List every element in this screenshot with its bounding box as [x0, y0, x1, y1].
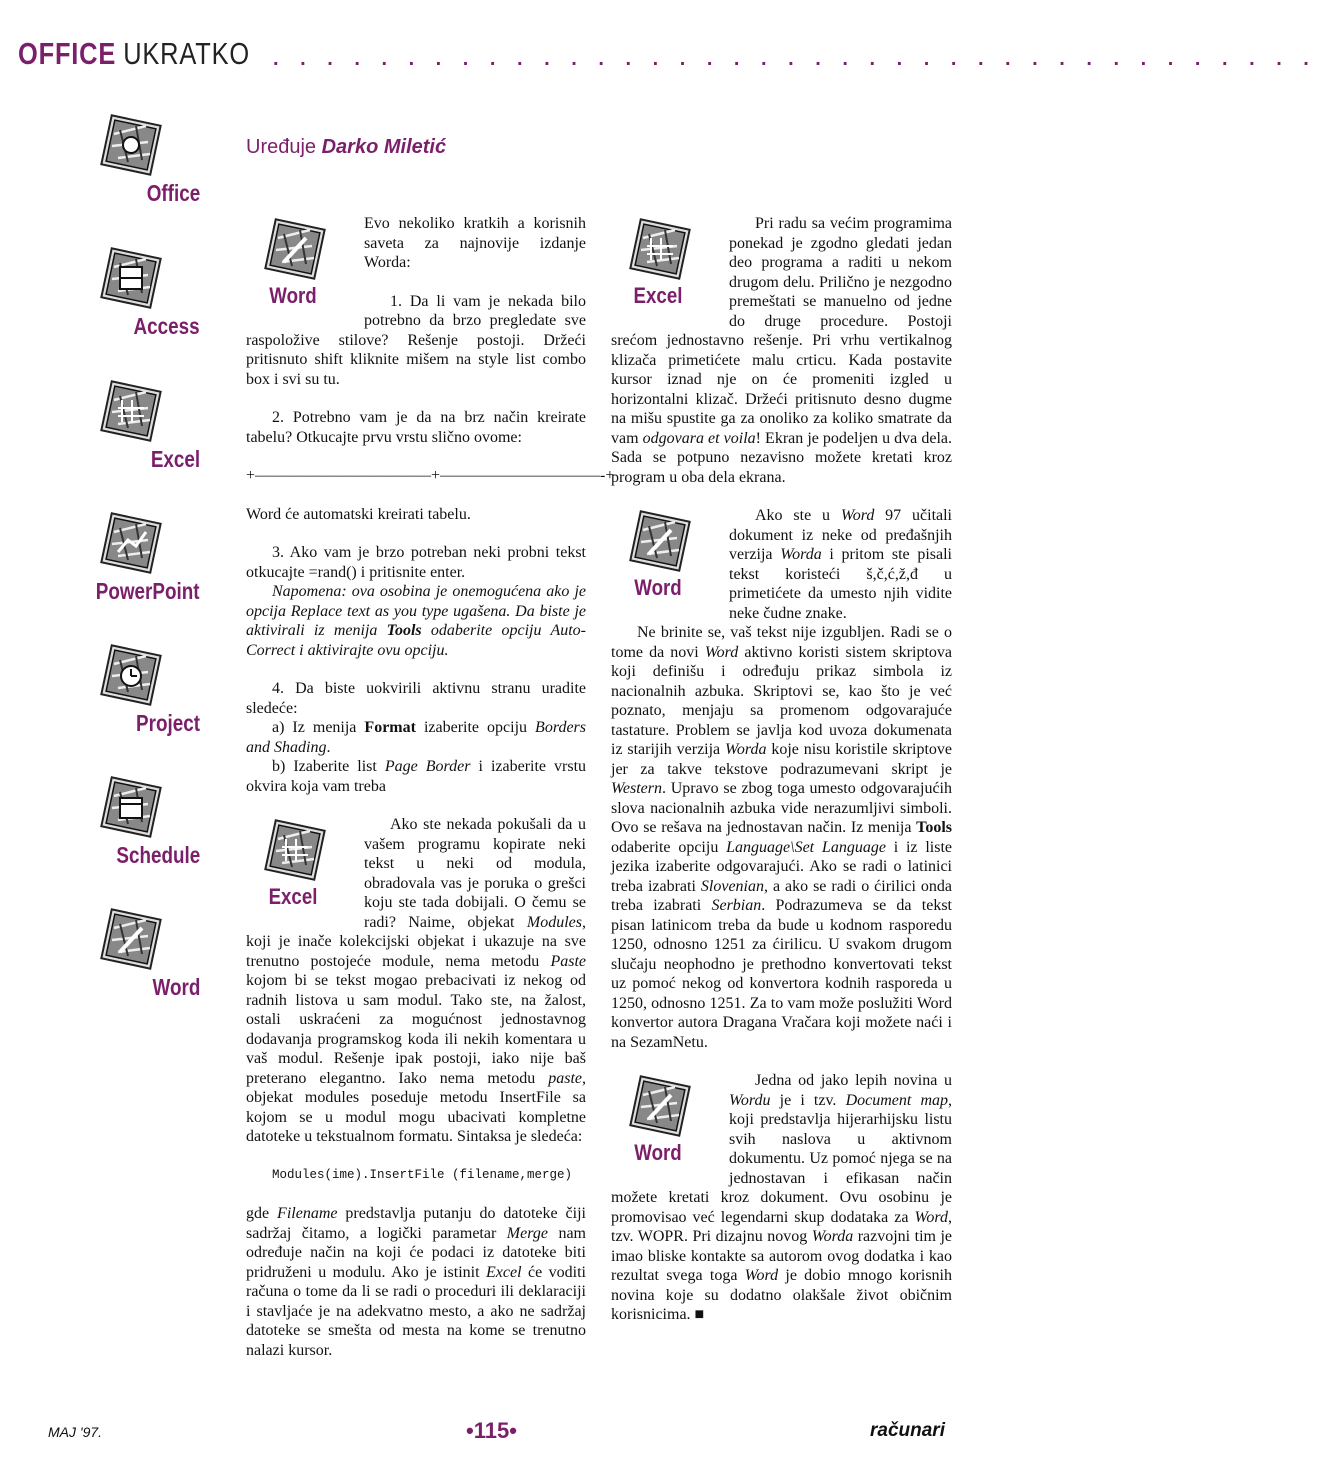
tip-4b [246, 757, 586, 796]
sidebar-item-access [80, 245, 200, 355]
excel-icon [262, 817, 328, 883]
text: a) Iz menija [272, 719, 365, 736]
word-tip-badge [611, 508, 719, 616]
tip-3-note [246, 582, 586, 660]
tip-4a [246, 718, 586, 757]
param-name: Merge [506, 1224, 548, 1242]
text: Pri radu sa većim programima ponekad je zgodno gledati jedan deo programa a raditi u nekom drugom delu. Prilično je nezgodno premeštati se manuelno od jedne do druge procedure. Postoji srećom jednostavno rešenje. Pri vrhu vertikalnog klizača primetićete malu crticu. Kada postavite kursor iznad nje on će promeniti izgled u horizontalni klizač. Držeći pritisnuto desno dugme na mišu spustite ga za onoliko za koliko smatrate da vam [611, 215, 952, 447]
sidebar-label: Office [146, 180, 200, 206]
text: , koji je inače kolekcijski objekat i ukazuje na sve trenutno postojeće module, nema metodu [246, 913, 586, 970]
sidebar-label: Excel [150, 446, 200, 472]
clock-icon [98, 642, 164, 708]
text: gde [246, 1205, 278, 1222]
issue-date: MAJ '97. [48, 1424, 103, 1440]
text: predstavlja putanju do datoteke čiji sadržaj čitamo, a logički parametar [246, 1205, 586, 1242]
text: razvojni tim je imao bliske kontakte sa autorom ovog dodatka i kao rezultat svega toga [611, 1228, 952, 1284]
text: je i tzv. [770, 1091, 846, 1109]
table-example: +———————————+——————————-+ [246, 467, 615, 484]
tip-1: 1. Da li vam je nekada bilo potrebno da brzo pregledate sve raspoložive stilove? Rešenje postoji. Držeći pritisnuto shift kliknite mišem na style list combo box i svi su tu. [246, 292, 586, 388]
text: , a ako se radi o ćirilici onda treba izabrati [611, 877, 953, 914]
option-name: Language\Set Language [726, 838, 886, 856]
sidebar-label: Project [136, 710, 200, 736]
app-name: Word [914, 1208, 948, 1226]
sidebar-item-office [80, 112, 200, 222]
word-label: Word [634, 1140, 682, 1165]
app-name: Excel [486, 1263, 522, 1281]
app-name: Word [704, 643, 739, 661]
sidebar-label: Word [152, 974, 200, 1000]
option-name: Page Border [384, 758, 471, 775]
excel-tip-badge [246, 817, 354, 925]
text: aktivno koristi sistem skriptova koji definišu i određuju prikaz simbola iz nacionalnih azbuka. Skriptovi se, kao što je već poznato, menjaju sa promenom odgovarajuće tastature. Problem se javlja kod uvoza dokumenata iz starijih verzija [611, 643, 952, 758]
word-label: Word [634, 575, 682, 600]
word-tip-badge [611, 1073, 719, 1181]
sidebar-item-word [80, 906, 200, 1016]
excel-label: Excel [268, 884, 318, 909]
text: kojom bi se tekst mogao prebacivati iz nekog od radnih listova u sam modul. Tako ste, na žalost, ostali uskraćeni za mogućnost jednostavnog dodavanja programskog koda ili nekih komentara u vaš modul. Rešenje ipak postoji, iako nije baš preterano elegantno. Iako nema metodu [246, 972, 586, 1087]
option-name: Borders and Shading [246, 719, 587, 756]
word-tip-badge [246, 216, 354, 324]
text: , tzv. WOPR. Pri dizajnu novog [611, 1208, 952, 1245]
tip-2: 2. Potrebno vam je da na brz način kreirate tabelu? Otkucajte prvu vrstu slično ovome: [246, 409, 586, 446]
spreadsheet-icon [98, 378, 164, 444]
byline [246, 136, 446, 159]
text: i pritom ste pisali tekst koristeći š,č,ć,ž,đ u primetićete da umesto njih vidite neke čudne znake. [729, 546, 953, 622]
language-name: Serbian [711, 897, 762, 914]
text: b) Izaberite list [272, 758, 385, 775]
app-name: Worda [725, 741, 767, 758]
excel-icon [627, 216, 693, 282]
word-icon [627, 508, 693, 574]
text: odaberite opciju [611, 838, 727, 856]
section-title-ukratko: UKRATKO [123, 36, 250, 71]
sidebar-item-excel [80, 378, 200, 488]
text: . Upravo se zbog toga umesto odgovarajućih slova nacionalnih azbuka vide nerazumljivi simboli. Ovo se rešava na jednostavan način. Iz menija [611, 780, 952, 836]
tip-2-result: Word će automatski kreirati tabelu. [246, 505, 471, 523]
sidebar-label: Access [133, 313, 200, 339]
left-column [246, 214, 615, 1360]
text: Ako ste nekada pokušali da u vašem programu kopirate neki tekst u neki od modula, obradovala vas je poruka o grešci koju ste tada dobijali. O čemu se radi? Naime, objekat [364, 816, 586, 931]
text: je dobio mnogo korisnih novina koje su dodatno olakšale život običnim korisnicima. [611, 1267, 952, 1323]
word-icon [627, 1073, 693, 1139]
word-icon [262, 216, 328, 282]
text: će voditi računa o tome da li se radi o proceduri ili deklaraciji i stavljaće je na adekvatno mesto, a ako ne sadržaj datoteke se smešta od mesta na kome se trenutno nalazi kursor. [246, 1263, 587, 1359]
intro-text: Evo nekoliko kratkih a korisnih saveta za najnovije izdanje Worda: [364, 215, 586, 271]
text: nam određuje način na koji će podaci iz datoteke biti pridruženi u modulu. Ako je istinit [246, 1224, 587, 1281]
app-name: Word [840, 507, 875, 524]
title-dot-leader: . . . . . . . . . . . . . . . . . . . . . . . . . . . . . . . . . . . . . . . [273, 48, 1317, 70]
end-mark: ■ [694, 1306, 705, 1323]
text: , koji predstavlja hijerarhijsku listu svih naslova u aktivnom dokumentu. Uz pomoć njega se na jednostavan i efikasan način možete kretati kroz dokument. Ovu osobinu je promovisao već legendarni skup dodataka za [611, 1091, 953, 1226]
text: Jedna od jako lepih novina u [755, 1072, 952, 1089]
chart-icon [98, 510, 164, 576]
word-label: Word [269, 283, 317, 308]
file-cabinet-icon [98, 245, 164, 311]
note-text: Napomena: ova osobina je onemogućena ako je opcija Replace text as you type ugašena. Da biste je aktivirali iz menija [246, 583, 586, 639]
feature-name: Document map [845, 1091, 949, 1109]
app-name: Word [744, 1267, 779, 1284]
menu-name: Format [364, 719, 416, 736]
text: . Podrazumeva se da tekst pisan latinicom treba da bude u kodnom rasporedu 1250, odnosno 1251 za ćirilicu. U svakom drugom slučaju neophodno je prethodno konvertovati tekst uz pomoć nekog od konvertora kodnih rasporeda u 1250, odnosno 1251. Za to vam može poslužiti Word konvertor autora Dragana Vračara koji možete naći i na SezamNetu. [611, 897, 952, 1051]
method-name: paste [548, 1069, 582, 1087]
sidebar-label: Schedule [116, 842, 200, 868]
tip-4: 4. Da biste uokvirili aktivnu stranu uradite sledeće: [246, 680, 586, 717]
excel-tip-badge [611, 216, 719, 324]
script-name: Western [611, 780, 662, 797]
text: i izaberite vrstu okvira koja vam treba [246, 758, 587, 795]
param-name: Filename [277, 1205, 338, 1222]
method-name: Paste [550, 952, 586, 970]
sidebar-label: PowerPoint [96, 578, 200, 604]
text: . [326, 738, 331, 756]
byline-author: Darko Miletić [321, 136, 447, 158]
text: i iz liste jezika izaberite odgovarajući. Ako se radi o latinici treba izabrati [611, 838, 952, 895]
excel-label: Excel [633, 283, 683, 308]
text: izaberite opciju [415, 719, 536, 736]
app-name: Worda [780, 546, 822, 563]
app-name: Worda [811, 1228, 854, 1245]
byline-prefix: Uređuje [246, 136, 317, 158]
note-text: odaberite opciju Auto-Correct i aktivirajte ovu opciju. [246, 622, 586, 659]
sidebar-item-schedule [80, 774, 200, 884]
magazine-brand: računari [870, 1420, 945, 1441]
app-name: Wordu [729, 1091, 771, 1109]
sidebar-item-project [80, 642, 200, 752]
text: ! Ekran je podeljen u dva dela. Sada se potpuno nezavisno možete kretati kroz program u oba dela ekrana. [611, 429, 953, 486]
right-column [611, 214, 952, 1325]
code-sample: Modules(ime).InsertFile (filename,merge) [272, 1167, 573, 1182]
page-number: •115• [466, 1418, 517, 1443]
text: koje nisu koristile skriptove jer za takve tekstove podrazumevani skript je [611, 741, 953, 778]
code-explanation [246, 1204, 586, 1360]
text: Ne brinite se, vaš tekst nije izgubljen. Radi se o tome da novi [611, 624, 952, 661]
word-script-solution [611, 623, 952, 1052]
note-menu: Tools [386, 622, 422, 639]
text: Ako ste u [755, 507, 841, 524]
menu-name: Tools [916, 819, 952, 836]
object-name: Modules [526, 913, 582, 931]
section-title-office: OFFICE [18, 36, 117, 71]
language-name: Slovenian [700, 877, 764, 895]
text: 97 učitali dokument iz neke od prеđašnjih verzija [729, 507, 953, 563]
puzzle-icon [98, 112, 164, 178]
section-title [18, 34, 250, 74]
sidebar-item-powerpoint [80, 510, 200, 620]
calendar-icon [98, 774, 164, 840]
text: , objekat modules poseduje metodu InsertFile sa kojom se u modul mogu ubacivati kompletne datoteke u tekstualnom formatu. Sintaksa je sledeća: [246, 1069, 586, 1145]
pen-icon [98, 906, 164, 972]
emphasis: odgovara et voila [642, 429, 756, 447]
tip-3: 3. Ako vam je brzo potreban neki probni tekst otkucajte =rand() i pritisnite enter. [246, 544, 586, 581]
